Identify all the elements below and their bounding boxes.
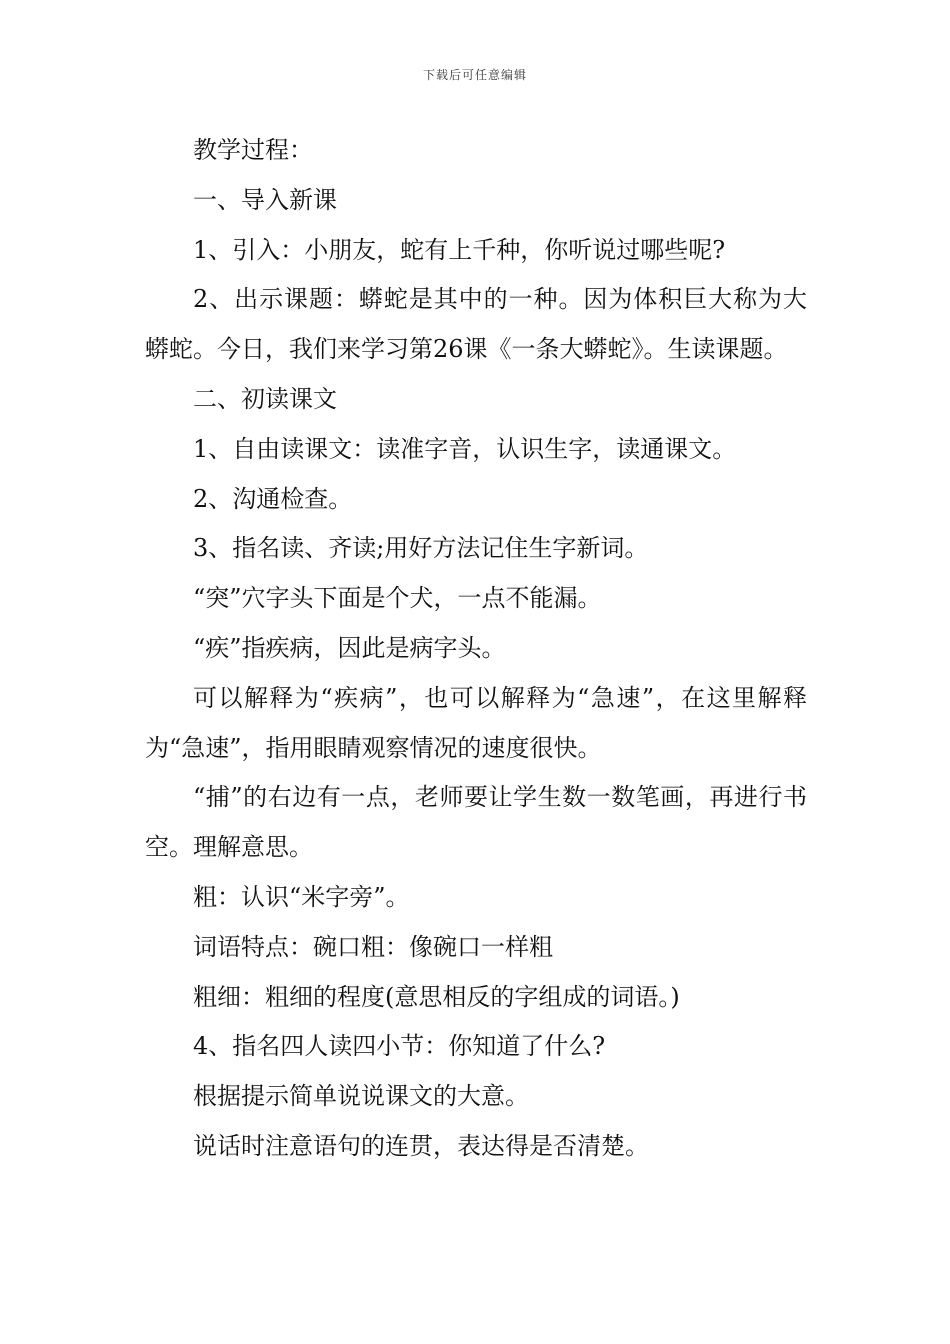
page-header-note: 下载后可任意编辑: [422, 68, 527, 82]
paragraph: “捕”的右边有一点，老师要让学生数一数笔画，再进行书空。理解意思。: [145, 783, 807, 862]
paragraph: 3、指名读、齐读;用好方法记住生字新词。: [193, 534, 649, 563]
paragraph: 说话时注意语句的连贯，表达得是否清楚。: [193, 1131, 649, 1160]
paragraph: 粗：认识“米字旁”。: [193, 882, 410, 911]
paragraph: 词语特点：碗口粗：像碗口一样粗: [193, 932, 553, 961]
paragraph: 粗细：粗细的程度(意思相反的字组成的词语。): [193, 982, 680, 1011]
paragraph: 2、沟通检查。: [193, 484, 353, 513]
paragraph: 4、指名四人读四小节：你知道了什么?: [193, 1032, 606, 1061]
paragraph: 2、出示课题：蟒蛇是其中的一种。因为体积巨大称为大蟒蛇。今日，我们来学习第26课《一条大蟒蛇》。生读课题。: [145, 285, 807, 364]
section-heading-intro: 一、导入新课: [193, 185, 337, 214]
document-body: [145, 126, 807, 1172]
paragraph: 1、引入：小朋友，蛇有上千种，你听说过哪些呢?: [193, 235, 726, 264]
paragraph: “疾”指疾病，因此是病字头。: [193, 633, 506, 662]
paragraph: 根据提示简单说说课文的大意。: [193, 1082, 529, 1111]
paragraph: “突”穴字头下面是个犬，一点不能漏。: [193, 584, 602, 613]
heading-teaching-process: 教学过程：: [193, 136, 313, 164]
paragraph: 1、自由读课文：读准字音，认识生字，读通课文。: [193, 434, 737, 463]
paragraph: 可以解释为“疾病”，也可以解释为“急速”，在这里解释为“急速”，指用眼睛观察情况的速度很快。: [145, 683, 807, 762]
section-heading-first-reading: 二、初读课文: [193, 384, 337, 413]
